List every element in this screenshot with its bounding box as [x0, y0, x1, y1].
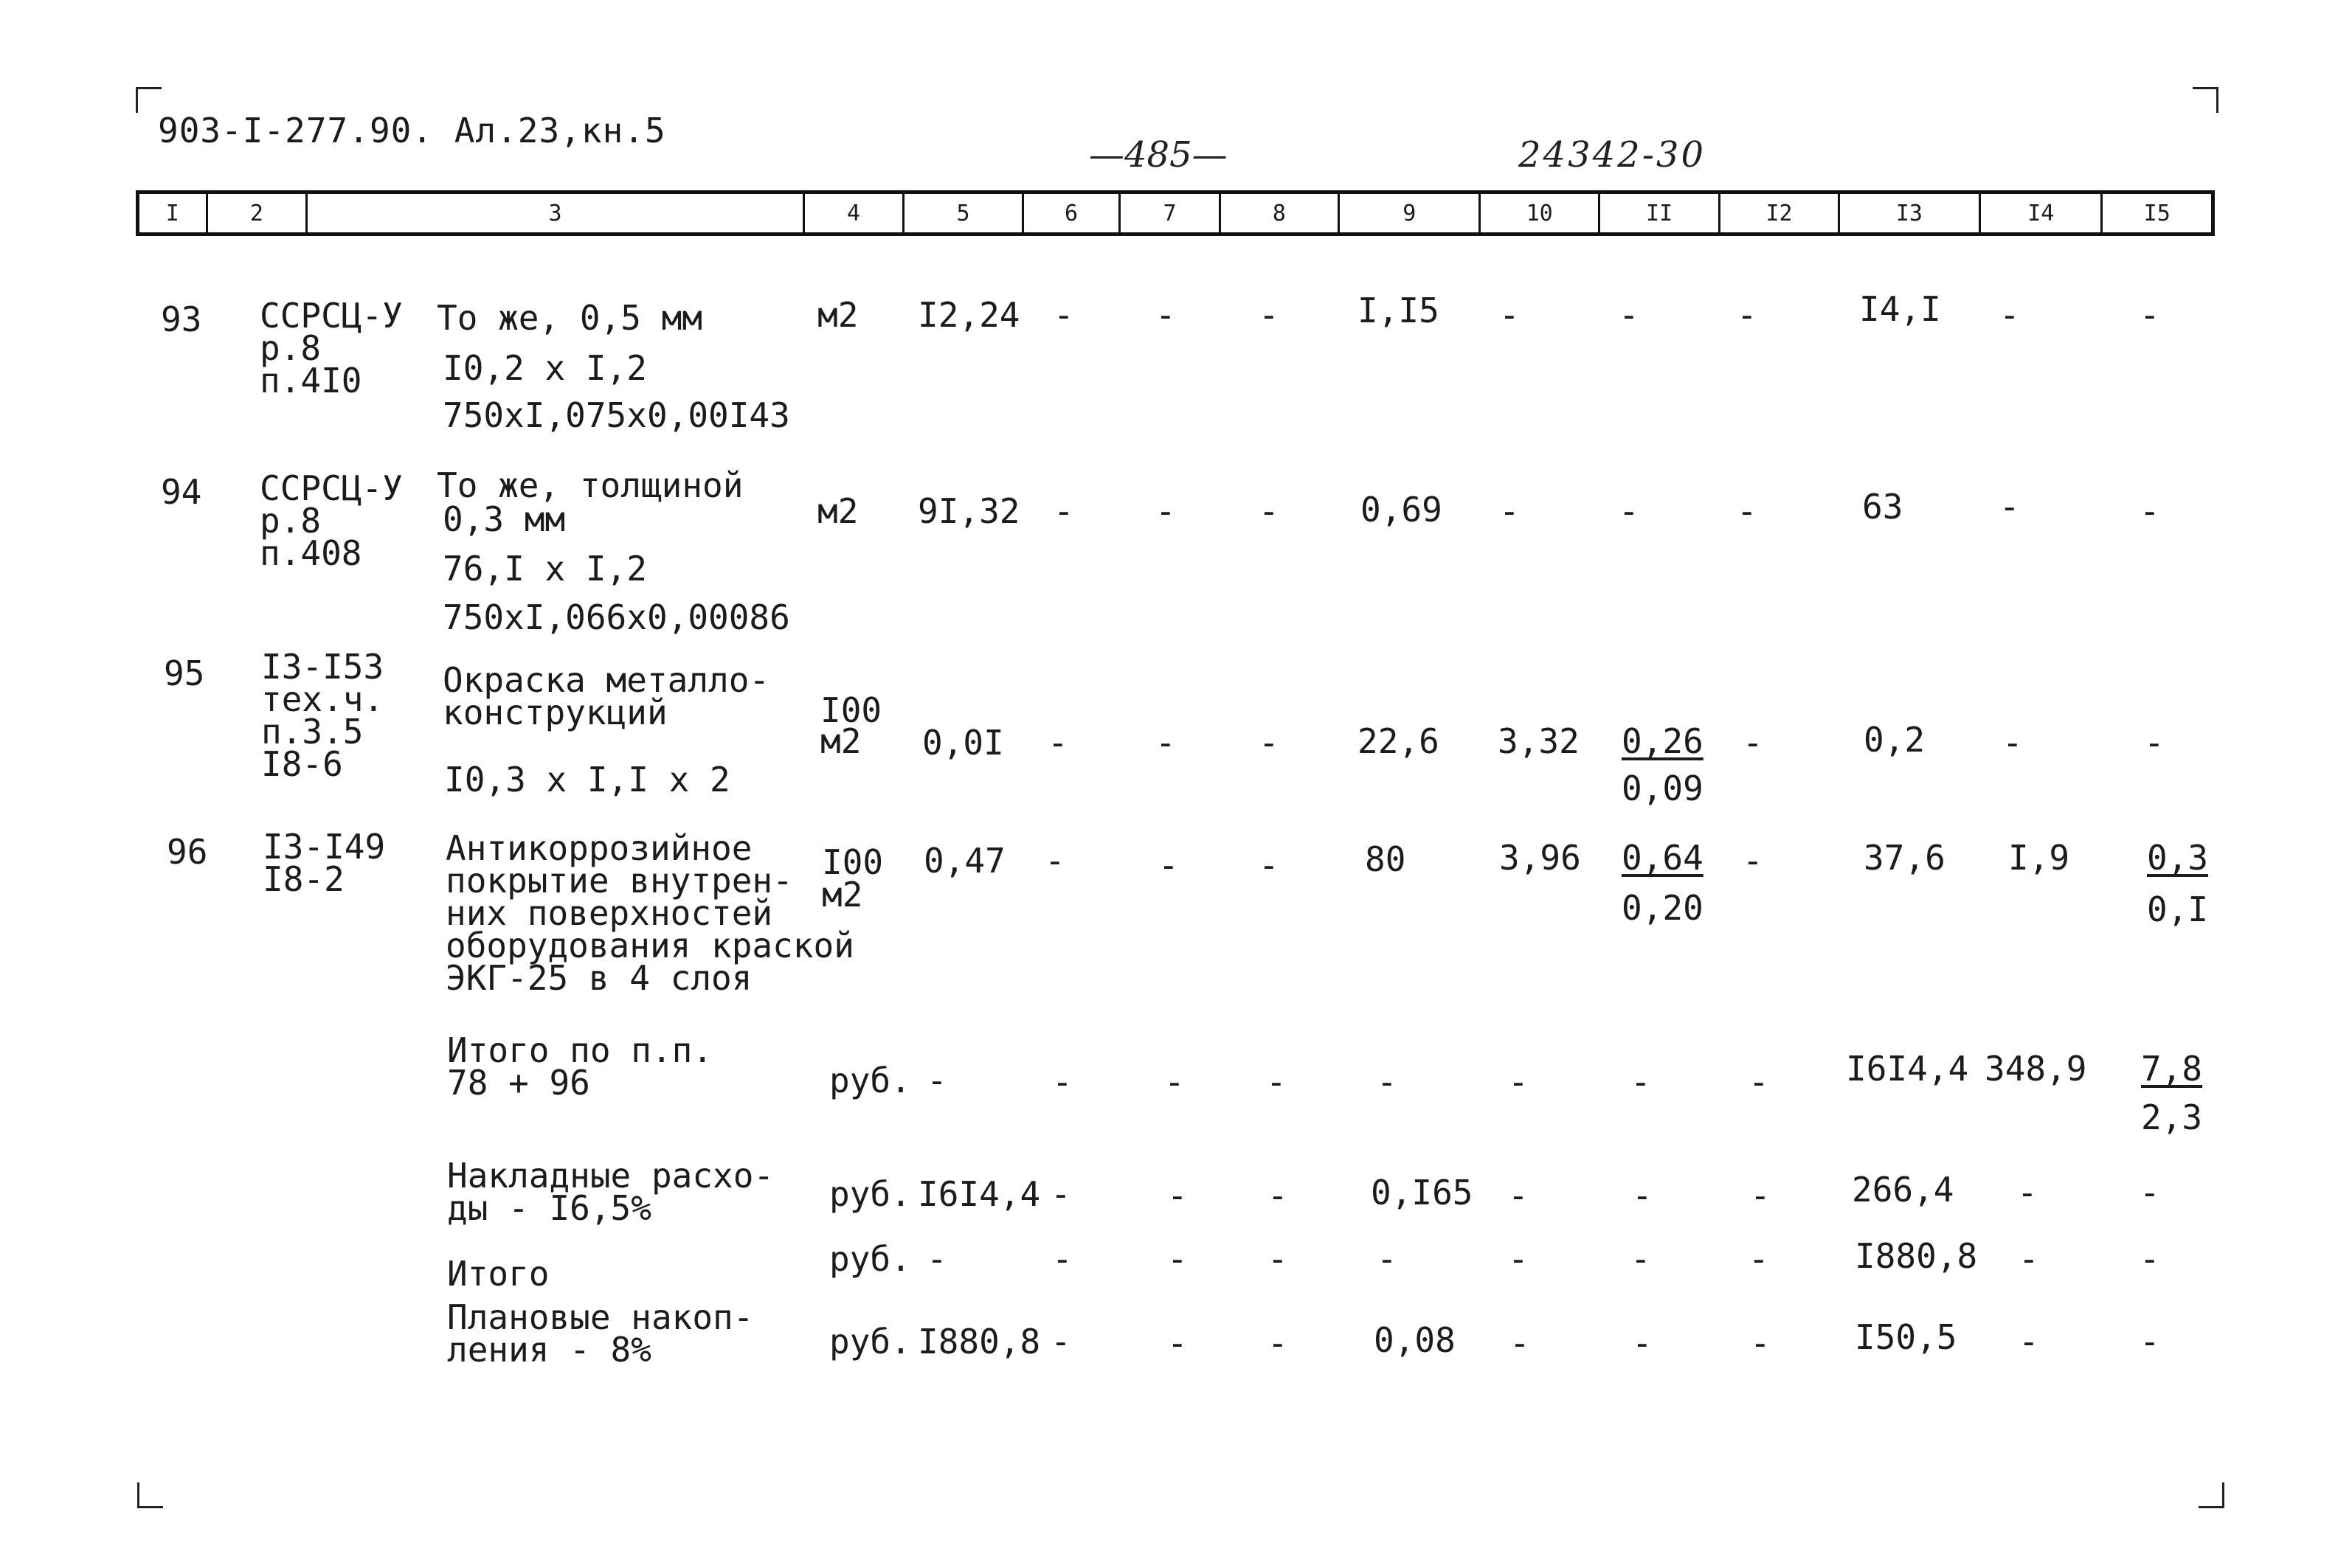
description-line: ЭКГ-25 в 4 слоя	[446, 958, 753, 998]
description-line: ды - I6,5%	[447, 1188, 651, 1228]
unit: м2	[817, 491, 859, 531]
cell-col11: -	[1619, 491, 1639, 531]
cell-col8: -	[1267, 1176, 1288, 1215]
cell-col6: -	[1054, 491, 1074, 531]
cell-col14: -	[2019, 1239, 2039, 1279]
corner-mark-top-left	[136, 87, 162, 113]
cell-col14: -	[1999, 487, 2020, 527]
cell-col7: -	[1155, 295, 1176, 335]
column-header-4: 4	[803, 194, 903, 232]
cell-col13: I4,I	[1859, 289, 1941, 329]
cell-col5: 9I,32	[918, 491, 1020, 531]
cell-col11-top: 0,64	[1622, 838, 1704, 878]
cell-col9: 0,08	[1374, 1320, 1456, 1360]
cell-col14: -	[1999, 295, 2020, 335]
cell-col13: I6I4,4	[1846, 1049, 1969, 1089]
cell-col15: -	[2140, 491, 2160, 531]
cell-col6: -	[1045, 841, 1065, 881]
description-line: 0,3 мм	[443, 499, 566, 539]
row-number: 95	[164, 653, 205, 693]
code-line: I8-6	[261, 744, 343, 784]
cell-col10: 3,32	[1498, 721, 1580, 761]
cell-col5: 0,0I	[922, 723, 1004, 763]
code-line: р.8	[260, 501, 322, 541]
description-line: То же, 0,5 мм	[437, 298, 703, 338]
cell-col8: -	[1266, 1062, 1287, 1102]
cell-col12: -	[1749, 1239, 1769, 1279]
cell-col11: -	[1630, 1062, 1651, 1102]
description-line: покрытие внутрен-	[446, 861, 793, 901]
cell-col15-bottom: 2,3	[2141, 1097, 2203, 1137]
cell-col10: -	[1509, 1323, 1530, 1363]
description-line: То же, толщиной	[437, 465, 744, 505]
unit: руб.	[829, 1322, 911, 1361]
code-line: тех.ч.	[261, 679, 384, 719]
description-line: 750хI,066х0,00086	[443, 597, 790, 637]
cell-col6: -	[1051, 1174, 1071, 1214]
description-line: них поверхностей	[446, 893, 773, 933]
cell-col12: -	[1750, 1323, 1771, 1363]
column-header-9: 9	[1338, 194, 1478, 232]
cell-col12: -	[1737, 295, 1757, 335]
row-number: 93	[161, 299, 202, 339]
cell-col6: -	[1054, 295, 1074, 335]
column-header-5: 5	[902, 194, 1021, 232]
description-line: ления - 8%	[447, 1330, 651, 1370]
column-header-row	[136, 190, 2215, 236]
cell-col12: -	[1737, 491, 1757, 531]
unit: руб.	[829, 1174, 911, 1214]
code-line: I3-I53	[261, 647, 384, 687]
cell-col6: -	[1051, 1322, 1071, 1361]
cell-col7: -	[1167, 1176, 1188, 1215]
column-header-8: 8	[1219, 194, 1338, 232]
cell-col10: -	[1499, 491, 1520, 531]
cell-col15-bottom: 0,I	[2147, 889, 2209, 929]
cell-col9: 22,6	[1357, 721, 1439, 761]
cell-col9: I,I5	[1357, 291, 1439, 330]
cell-col10: -	[1508, 1176, 1529, 1215]
cell-col11: -	[1632, 1176, 1653, 1215]
cell-col11: -	[1619, 295, 1639, 335]
code-line: ССРСЦ-У	[260, 296, 403, 336]
description-line: Итого по п.п.	[447, 1030, 713, 1070]
cell-col14: -	[2019, 1322, 2039, 1361]
cell-col15: -	[2140, 1173, 2160, 1213]
cell-col14: I,9	[2008, 838, 2070, 878]
corner-mark-bottom-left	[137, 1482, 163, 1508]
column-header-15: I5	[2100, 194, 2210, 232]
cell-col14: 348,9	[1985, 1049, 2087, 1089]
description-line: оборудования краской	[446, 926, 854, 965]
cell-col15-top: 0,3	[2147, 838, 2209, 878]
cell-col9: 0,I65	[1371, 1173, 1473, 1213]
description-line: конструкций	[443, 693, 668, 732]
code-line: I3-I49	[263, 827, 386, 867]
cell-col7: -	[1155, 723, 1176, 763]
cell-col12: -	[1743, 723, 1763, 763]
cell-col5: I6I4,4	[918, 1174, 1041, 1214]
column-header-6: 6	[1022, 194, 1119, 232]
cell-col7: -	[1167, 1239, 1188, 1279]
cell-col5: -	[927, 1239, 947, 1279]
cell-col10: -	[1499, 295, 1520, 335]
document-number: 24342-30	[1518, 134, 1706, 176]
cell-col15: -	[2140, 295, 2160, 335]
cell-col13: 266,4	[1852, 1170, 1954, 1210]
column-header-3: 3	[305, 194, 803, 232]
cell-col13: 0,2	[1864, 720, 1926, 760]
cell-col9: 0,69	[1360, 490, 1442, 530]
cell-col13: I50,5	[1855, 1317, 1957, 1357]
page-number: —485—	[1089, 134, 1228, 176]
column-header-1: I	[165, 200, 179, 226]
description-line: 78 + 96	[447, 1063, 590, 1103]
cell-col15: -	[2140, 1239, 2160, 1279]
cell-col15: -	[2144, 723, 2165, 763]
description-line: Окраска металло-	[443, 660, 770, 700]
cell-col8: -	[1259, 723, 1279, 763]
code-line: ССРСЦ-У	[260, 468, 403, 508]
cell-col11-bottom: 0,09	[1622, 769, 1704, 808]
row-number: 96	[167, 832, 208, 872]
cell-col11: -	[1630, 1239, 1651, 1279]
cell-col10: -	[1508, 1062, 1529, 1102]
cell-col13: 63	[1862, 487, 1903, 527]
cell-col8: -	[1267, 1239, 1288, 1279]
unit: руб.	[829, 1061, 911, 1100]
cell-col11-bottom: 0,20	[1622, 888, 1704, 928]
cell-col13: 37,6	[1864, 838, 1945, 878]
description-line: I0,3 х I,I х 2	[444, 760, 730, 799]
cell-col7: -	[1158, 845, 1179, 885]
cell-col14: -	[2002, 723, 2023, 763]
code-line: р.8	[260, 328, 322, 368]
cell-col7: -	[1167, 1323, 1188, 1363]
corner-mark-bottom-right	[2199, 1482, 2224, 1508]
cell-col15: -	[2140, 1322, 2160, 1361]
column-header-12: I2	[1718, 194, 1837, 232]
corner-mark-top-right	[2193, 87, 2218, 113]
description-line: Итого	[447, 1254, 550, 1294]
code-line: п.408	[260, 533, 362, 573]
cell-col12: -	[1750, 1176, 1771, 1215]
cell-col8: -	[1259, 295, 1279, 335]
cell-col9: -	[1377, 1062, 1397, 1102]
description-line: 750хI,075х0,00I43	[443, 395, 790, 435]
cell-col5: -	[927, 1061, 947, 1100]
cell-col6: -	[1052, 1062, 1073, 1102]
cell-col7: -	[1155, 491, 1176, 531]
unit: I00	[820, 690, 882, 730]
description-line: Накладные расхо-	[447, 1156, 775, 1196]
cell-col7: -	[1164, 1062, 1185, 1102]
cell-col8: -	[1259, 491, 1279, 531]
cell-col9: 80	[1365, 839, 1406, 879]
cell-col11-top: 0,26	[1622, 721, 1704, 761]
cell-col8: -	[1259, 845, 1279, 885]
unit: м2	[822, 875, 863, 915]
cell-col14: -	[2017, 1173, 2038, 1213]
cell-col5: 0,47	[924, 841, 1006, 881]
code-line: I8-2	[263, 859, 345, 899]
cell-col11: -	[1632, 1323, 1653, 1363]
document-code: 903-I-277.90. Ал.23,кн.5	[158, 111, 666, 150]
cell-col5: I880,8	[918, 1322, 1041, 1361]
row-number: 94	[161, 472, 202, 512]
unit: I00	[822, 842, 884, 882]
cell-col15-top: 7,8	[2141, 1049, 2203, 1089]
cell-col6: -	[1048, 723, 1068, 763]
column-header-13: I3	[1838, 194, 1979, 232]
cell-col10: -	[1508, 1239, 1529, 1279]
description-line: Плановые накоп-	[447, 1297, 754, 1337]
code-line: п.3.5	[261, 712, 364, 752]
cell-col10: 3,96	[1499, 838, 1581, 878]
unit: руб.	[829, 1239, 911, 1279]
description-line: I0,2 х I,2	[443, 348, 647, 388]
cell-col8: -	[1267, 1323, 1288, 1363]
description-line: Антикоррозийное	[446, 828, 753, 868]
unit: м2	[820, 721, 862, 761]
column-header-14: I4	[1979, 194, 2100, 232]
column-header-11: II	[1598, 194, 1718, 232]
column-header-7: 7	[1118, 194, 1219, 232]
cell-col12: -	[1749, 1062, 1769, 1102]
code-line: п.4I0	[260, 361, 362, 400]
cell-col5: I2,24	[918, 295, 1020, 335]
cell-col13: I880,8	[1855, 1236, 1978, 1276]
cell-col12: -	[1743, 841, 1763, 881]
column-header-2: 2	[206, 194, 306, 232]
description-line: 76,I х I,2	[443, 549, 647, 589]
column-header-10: 10	[1478, 194, 1597, 232]
unit: м2	[817, 295, 859, 335]
cell-col6: -	[1052, 1239, 1073, 1279]
cell-col9: -	[1377, 1239, 1397, 1279]
